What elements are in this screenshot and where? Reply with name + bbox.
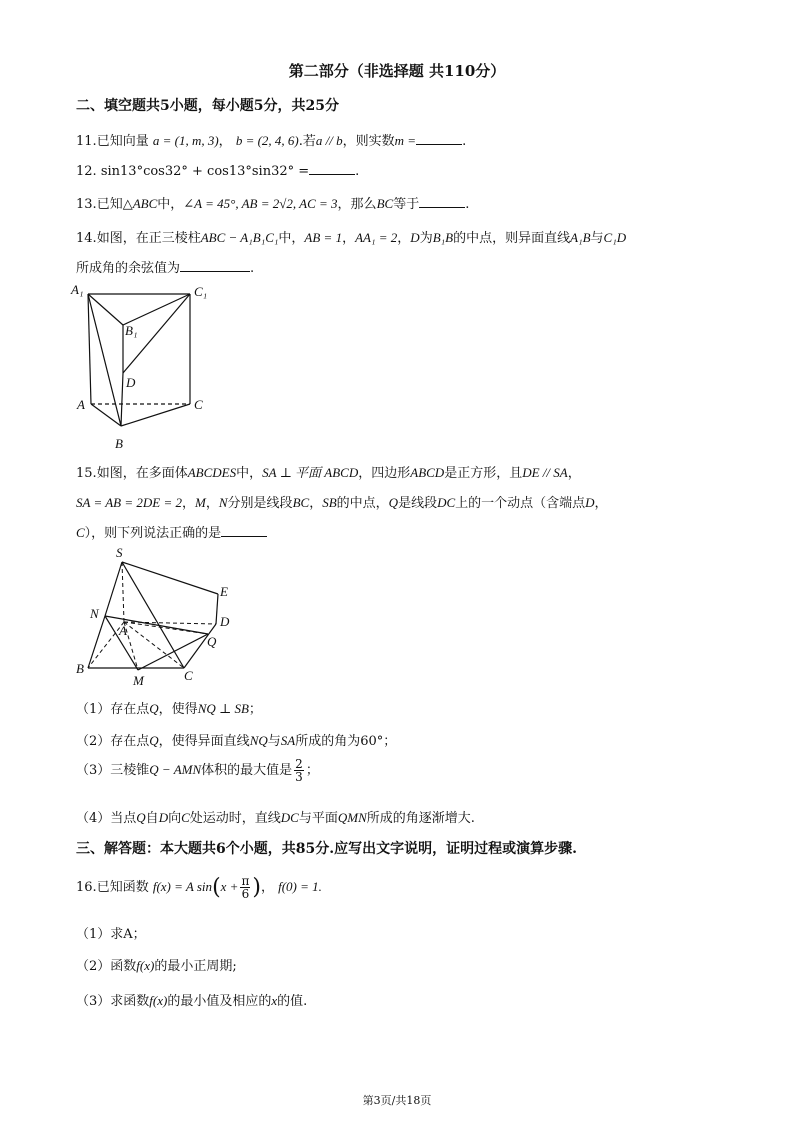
q15-o1-end: ；	[248, 702, 262, 717]
q15-o4-text-4: 与平面	[298, 811, 338, 826]
q11-answer-blank[interactable]	[416, 132, 462, 145]
question-13	[76, 193, 469, 212]
q13-text-4: 等于	[393, 197, 420, 212]
q16-number: 16.	[76, 880, 97, 895]
q15-o3-label: （3）三棱锥	[76, 763, 150, 778]
q16-function: f(x) = A sin	[152, 879, 213, 894]
q15-text-10: 的中点，	[336, 496, 389, 511]
q15-o4-text-2: 向	[168, 811, 182, 826]
q14-end: .	[250, 261, 255, 276]
q15-o3-expr: Q − AMN	[149, 762, 202, 777]
q12-number: 12.	[76, 164, 97, 179]
q15-perp: SA ⊥ 平面 ABCD	[262, 465, 359, 480]
q15-o2-sa: SA	[280, 733, 296, 748]
question-12	[76, 162, 359, 179]
q15-eq: SA = AB = 2DE = 2	[76, 495, 182, 510]
question-15-line-2	[76, 492, 608, 511]
q16-pi-over-6	[240, 875, 250, 900]
q15-o1-text: ，使得	[158, 702, 198, 717]
q13-end: .	[465, 197, 470, 212]
fig15-label-n: N	[90, 606, 99, 621]
q13-triangle: ABC	[132, 196, 158, 211]
q16-s2-fx: f(x)	[136, 958, 155, 973]
q15-o2-label: （2）存在点	[76, 734, 150, 749]
q16-condition: f(0) = 1.	[278, 879, 322, 894]
q13-conditions: ∠A = 45°, AB = 2√2, AC = 3	[183, 196, 338, 211]
q15-poly: ABCDES	[187, 465, 237, 480]
question-15-line-3	[76, 522, 267, 541]
q14-answer-blank[interactable]	[180, 259, 250, 272]
q15-o1-expr: NQ ⊥ SB	[197, 701, 249, 716]
q12-expression: sin13°cos32° + cos13°sin32° =	[100, 164, 310, 179]
q15-text-5: ，	[567, 466, 581, 481]
fig15-label-c: C	[184, 668, 193, 683]
q15-o4-dc: DC	[280, 810, 299, 825]
q15-n: N	[218, 495, 228, 510]
q15-o2-nq: NQ	[249, 733, 268, 748]
q16-s3-text-3: 的值.	[277, 994, 308, 1009]
q15-o2-text-1: ，使得异面直线	[158, 734, 250, 749]
fig15-label-d: D	[220, 614, 230, 629]
q11-vector-a: a = (1, m, 3)	[152, 133, 219, 148]
q16-subquestion-3	[76, 990, 307, 1009]
q12-end: .	[355, 164, 360, 179]
q15-o4-text-5: 所成的角逐渐增大.	[366, 811, 475, 826]
page-number: 第3页/共18页	[362, 1094, 432, 1107]
q15-o3-text: 体积的最大值是	[201, 763, 293, 778]
q15-option-2	[76, 730, 396, 749]
q13-answer-blank[interactable]	[419, 195, 465, 208]
q16-s3-x: x	[271, 993, 278, 1008]
fig14-label-c: C	[194, 397, 203, 412]
q15-answer-blank[interactable]	[221, 524, 267, 537]
q11-vector-b: b = (2, 4, 6)	[235, 133, 299, 148]
q16-s3-fx: f(x)	[149, 993, 168, 1008]
q16-s2-text-1: （2）函数	[76, 959, 137, 974]
q11-text-3: ，则实数	[342, 134, 395, 149]
fig14-label-a1: A₁	[71, 282, 84, 297]
q16-pi: π	[241, 874, 250, 888]
q15-text-9: ，	[309, 496, 323, 511]
figure-14-prism	[68, 280, 218, 455]
q16-s2-text-2: 的最小正周期;	[154, 959, 237, 974]
q14-aa1: AA₁ = 2	[355, 230, 398, 245]
q14-number: 14.	[76, 231, 97, 246]
q14-sep-1: ，	[342, 231, 356, 246]
q11-text-1: 已知向量	[96, 134, 149, 149]
fig14-label-b: B	[115, 436, 123, 451]
q13-number: 13.	[76, 197, 97, 212]
q14-c1d: C₁D	[603, 230, 627, 245]
q15-text-12: 上的一个动点（含端点	[455, 496, 586, 511]
q15-d-pt: D	[585, 495, 595, 510]
q12-answer-blank[interactable]	[309, 162, 355, 175]
q15-option-1	[76, 698, 262, 717]
q13-text-3: ，那么	[337, 197, 377, 212]
question-14-line-1	[76, 227, 626, 246]
q13-text-2: 中，	[157, 197, 184, 212]
part-title: 第二部分（非选择题 共110分）	[288, 62, 506, 80]
fig15-label-b: B	[76, 661, 84, 676]
q15-text-2: 中，	[236, 466, 263, 481]
q14-text-3: 为	[419, 231, 433, 246]
q16-text-1: 已知函数	[96, 880, 149, 895]
question-16: 16.已知函数 f(x) = A sin(x + $\frac{\pi}{6}$ )， f(0) = 1.	[76, 874, 322, 901]
question-14-line-2	[76, 257, 254, 276]
section-2-heading: 二、填空题共5小题，每小题5分，共25分	[76, 98, 339, 114]
q14-text-4: 的中点，则异面直线	[453, 231, 571, 246]
q15-o2-angle: 60°	[360, 734, 384, 749]
q16-subquestion-2	[76, 955, 237, 974]
q15-q: Q	[388, 495, 399, 510]
q15-dc: DC	[437, 495, 456, 510]
q15-text-6: ，	[182, 496, 196, 511]
fig15-label-e: E	[220, 584, 228, 599]
q16-arg-x: x +	[220, 879, 239, 894]
q15-o3-end: ；	[305, 763, 319, 778]
q15-abcd: ABCD	[410, 465, 445, 480]
q14-text-6: 所成角的余弦值为	[76, 261, 181, 276]
q14-sep-2: ，	[397, 231, 411, 246]
q15-o4-text-1: 自	[145, 811, 159, 826]
q11-parallel: a // b	[315, 133, 343, 148]
q11-text-2: .若	[298, 134, 316, 149]
q15-o2-q: Q	[149, 733, 159, 748]
q15-text-13: ，	[594, 496, 608, 511]
q15-o2-text-2: 与	[267, 734, 281, 749]
q15-text-11: 是线段	[398, 496, 438, 511]
fig15-label-a: A	[119, 623, 127, 638]
q14-ab: AB = 1	[304, 230, 343, 245]
q15-text-1: 如图，在多面体	[96, 466, 188, 481]
q15-o3-numerator: 2	[295, 757, 303, 771]
q14-text-5: 与	[590, 231, 604, 246]
question-11	[76, 130, 466, 149]
figure-15-polyhedron	[72, 540, 242, 690]
q16-sep: ，	[260, 880, 274, 895]
q15-number: 15.	[76, 466, 97, 481]
q15-o2-end: ；	[383, 734, 397, 749]
q15-o4-d: D	[158, 810, 169, 825]
q11-end: .	[462, 134, 467, 149]
q11-var: m =	[394, 133, 417, 148]
q15-o3-denominator: 3	[295, 770, 303, 784]
section-3-heading: 三、解答题：本大题共6个小题，共85分.应写出文字说明，证明过程或演算步骤.	[76, 841, 577, 857]
fig14-label-c1: C₁	[194, 284, 208, 299]
q14-prism: ABC − A₁B₁C₁	[200, 230, 279, 245]
q14-d: D	[410, 230, 420, 245]
fig14-label-b1: B₁	[125, 323, 138, 338]
q15-sb: SB	[322, 495, 337, 510]
q15-bc: BC	[292, 495, 310, 510]
q15-option-3	[76, 758, 319, 783]
q13-text-1: 已知△	[96, 197, 133, 212]
q15-text-7: ，	[205, 496, 219, 511]
q15-o3-fraction	[294, 758, 304, 783]
q15-o2-text-3: 所成的角为	[295, 734, 361, 749]
q11-sep: ，	[218, 134, 232, 149]
q15-m: M	[195, 495, 206, 510]
q15-c-pt: C	[76, 525, 85, 540]
q14-b1b: B₁B	[432, 230, 454, 245]
q16-s3-text-2: 的最小值及相应的	[167, 994, 272, 1009]
q11-number: 11.	[76, 134, 97, 149]
q15-text-8: 分别是线段	[227, 496, 293, 511]
q15-o4-c: C	[181, 810, 190, 825]
q15-option-4	[76, 807, 475, 826]
q16-subquestion-1: （1）求A；	[76, 927, 146, 942]
q15-o1-label: （1）存在点	[76, 702, 150, 717]
q15-o4-qmn: QMN	[337, 810, 367, 825]
fig14-label-a: A	[77, 397, 85, 412]
q14-a1b: A₁B	[570, 230, 591, 245]
q13-bc: BC	[376, 196, 394, 211]
fig15-label-q: Q	[207, 634, 217, 649]
question-15-line-1	[76, 462, 581, 481]
q15-o4-text-3: 处运动时，直线	[189, 811, 281, 826]
fig14-label-d: D	[126, 375, 136, 390]
q14-text-1: 如图，在正三棱柱	[96, 231, 201, 246]
q15-text-14: ），则下列说法正确的是	[84, 526, 222, 541]
fig15-label-m: M	[133, 673, 144, 688]
q15-o1-q: Q	[149, 701, 159, 716]
q15-text-4: 是正方形，且	[444, 466, 523, 481]
q14-text-2: 中，	[278, 231, 305, 246]
q15-o4-label: （4）当点	[76, 811, 137, 826]
q16-s3-text-1: （3）求函数	[76, 994, 150, 1009]
q15-parallel: DE // SA	[522, 465, 568, 480]
q16-six: 6	[241, 887, 250, 901]
fig15-label-s: S	[116, 545, 123, 560]
q15-o4-q: Q	[136, 810, 146, 825]
q15-text-3: ，四边形	[358, 466, 411, 481]
